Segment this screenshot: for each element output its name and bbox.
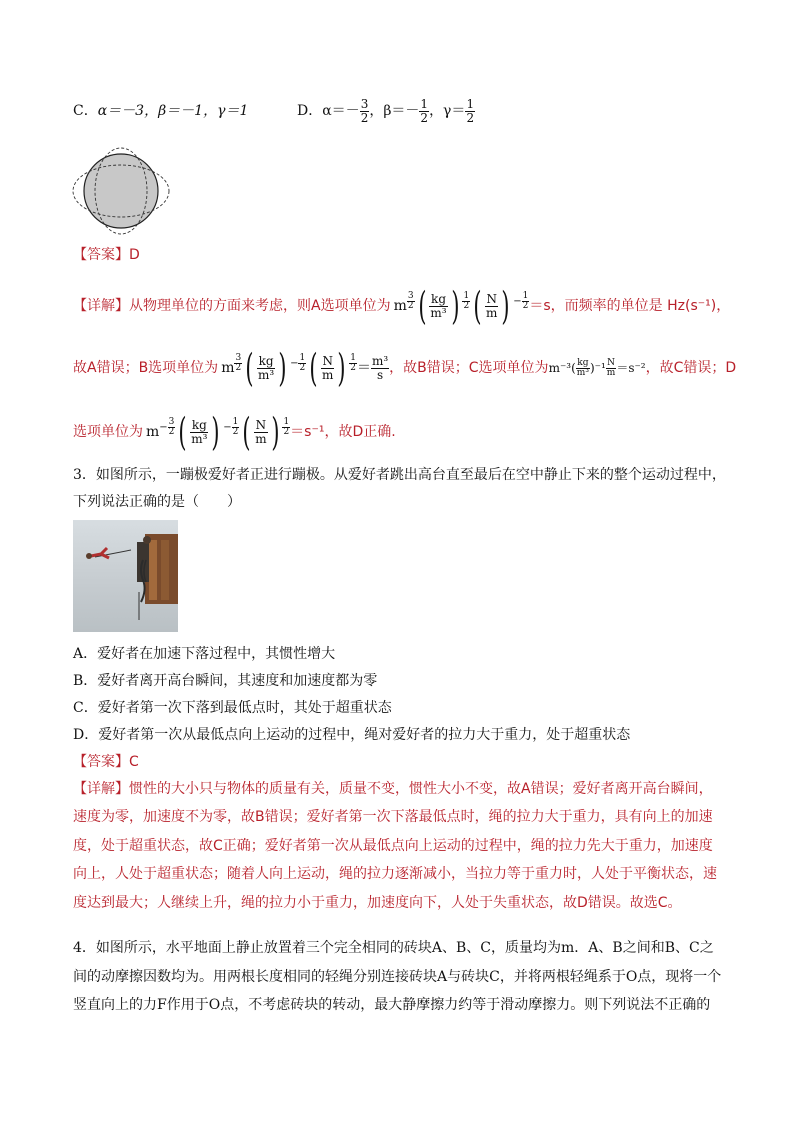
unit-expression-b: m $^{\frac{3}{2}}$ ( $\frac{kg}{\text{m³}}$ ) $^{- \frac{1}{2}}$ ( $\frac{N}{m}$ ) $^{\frac{1}{2}}$ ＝ $\frac{\text{m³}}{s}$ — [221, 346, 389, 390]
option-d — [297, 93, 475, 129]
unit-expression-a: m $^{\frac{3}{2}}$ ( $\frac{kg}{\text{m³}}$ ) $^{\frac{1}{2}}$ ( $\frac{N}{m}$ ) $^{- \frac{1}{2}}$ — [393, 284, 529, 328]
detail-text: ＝s，而频率的单位是 Hz(s⁻¹)， — [529, 298, 731, 314]
answer-tag: 【答案】 — [73, 247, 129, 263]
detail-text: 选项单位为 — [73, 424, 143, 440]
question-3-option-a: A．爱好者在加速下落过程中，其惯性增大 — [73, 646, 336, 662]
question-3-stem: 3．如图所示，一蹦极爱好者正进行蹦极。从爱好者跳出高台直至最后在空中静止下来的整个运动过程中，下列说法正确的是（ ） — [73, 467, 726, 510]
question-3-option-b: B．爱好者离开高台瞬间，其速度和加速度都为零 — [73, 673, 378, 689]
circle-ellipse-figure — [70, 146, 172, 236]
detail-q2-line2 — [73, 342, 736, 394]
option-d-beta: ，β＝－ — [369, 103, 420, 119]
detail-tag: 【详解】 — [73, 298, 129, 314]
detail-text: ＝s⁻¹，故D正确. — [290, 424, 396, 440]
answer-tag: 【答案】 — [73, 754, 129, 770]
question-4-stem: 4．如图所示，水平地面上静止放置着三个完全相同的砖块A、B、C，质量均为m．A、B之间和B、C之间的动摩擦因数均为。用两根长度相同的轻绳分别连接砖块A与砖块C，并将两根轻绳系于O点，现将一个竖直向上的力F作用于O点，不考虑砖块的转动，最大静摩擦力约等于滑动摩擦力。则下列说法不正确的 — [73, 940, 722, 1014]
answer-value: D — [129, 247, 140, 263]
unit-expression-d: $m^{- \frac{3}{2}}$ ( $\frac{kg}{\text{m³}}$ ) $^{- \frac{1}{2}}$ ( $\frac{N}{m}$ ) $^{\frac{1}{2}}$ — [146, 410, 290, 454]
option-d-frac1: $\frac{3}{2}$ — [360, 96, 369, 125]
option-d-label: D．α＝－ — [297, 103, 360, 119]
option-d-frac2: $\frac{1}{2}$ — [420, 96, 429, 125]
bungee-illustration — [73, 520, 178, 632]
option-d-gamma: ，γ＝ — [429, 103, 466, 119]
detail-tag: 【详解】 — [73, 781, 129, 797]
unit-expression-c: m⁻³( $\frac{kg}{\text{m³}}$ )⁻¹ $\frac{N}{m}$ ＝s⁻² — [548, 358, 646, 378]
detail-text: ，故B错误；C选项单位为 — [389, 360, 549, 376]
option-d-frac3: $\frac{1}{2}$ — [466, 96, 475, 125]
detail-text: 故A错误；B选项单位为 — [73, 360, 219, 376]
detail-text: 从物理单位的方面来考虑，则A选项单位为 — [129, 298, 391, 314]
answer-q3 — [73, 752, 139, 772]
detail-q2-line1 — [73, 278, 730, 334]
question-3-option-c: C．爱好者第一次下落到最低点时，其处于超重状态 — [73, 700, 392, 716]
question-3-option-d: D．爱好者第一次从最低点向上运动的过程中，绳对爱好者的拉力大于重力，处于超重状态 — [73, 727, 631, 743]
option-c-text: α＝－3，β＝－1，γ＝1 — [97, 103, 249, 119]
detail-text: ，故C错误；D — [645, 360, 737, 376]
detail-text: 惯性的大小只与物体的质量有关，质量不变，惯性大小不变，故A错误；爱好者离开高台瞬间，速度为零，加速度不为零，故B错误；爱好者第一次下落最低点时，绳的拉力大于重力，具有向上的加速度，处于超重状态，故C正确；爱好者第一次从最低点向上运动的过程中，绳的拉力先大于重力，加速度向上，人处于超重状态；随着人向上运动，绳的拉力逐渐减小，当拉力等于重力时，人处于平衡状态，速度达到最大；人继续上升，绳的拉力小于重力，加速度向下，人处于失重状态，故D错误。故选C。 — [73, 781, 717, 911]
detail-q2-line3 — [73, 405, 396, 459]
detail-q3 — [73, 775, 725, 917]
bungee-photo — [73, 520, 178, 632]
option-c-label: C． — [73, 103, 98, 119]
answer-q2 — [73, 245, 140, 265]
option-c — [73, 101, 248, 121]
answer-value: C — [129, 754, 139, 770]
